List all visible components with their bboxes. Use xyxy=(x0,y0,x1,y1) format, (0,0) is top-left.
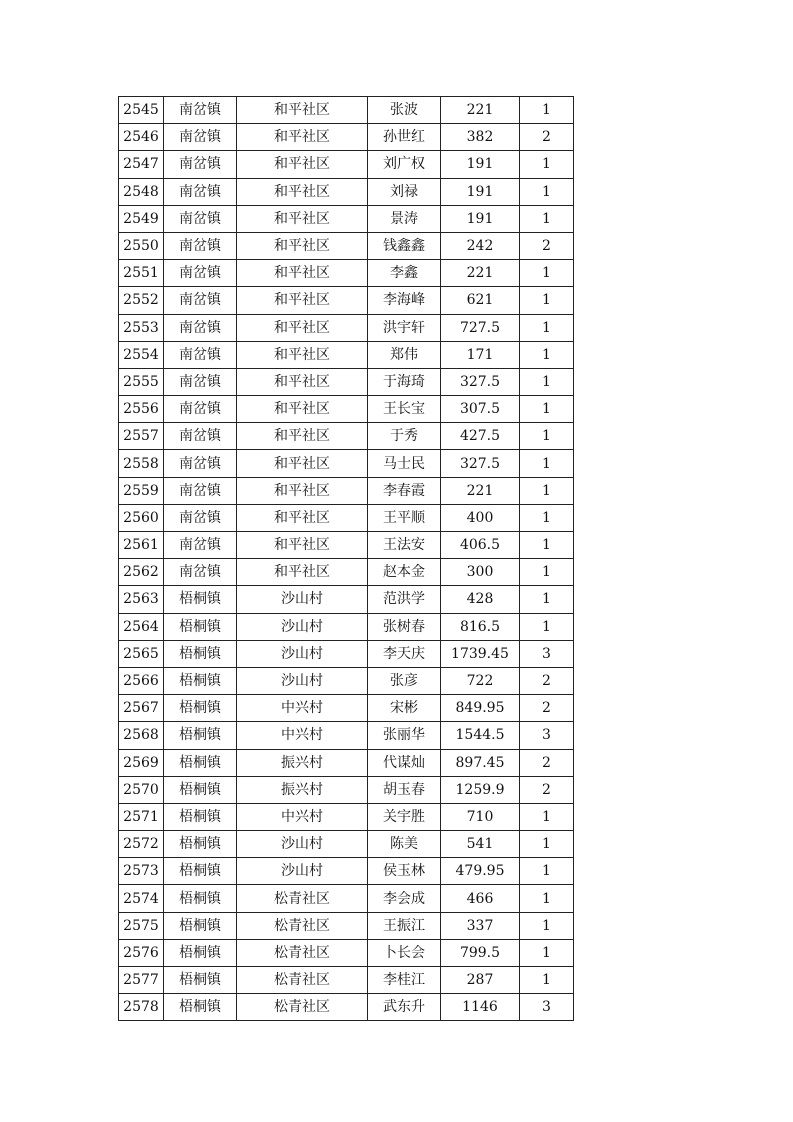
amount-cell: 221 xyxy=(441,97,520,124)
town-cell: 南岔镇 xyxy=(164,532,237,559)
name-cell: 郑伟 xyxy=(368,341,441,368)
town-cell: 梧桐镇 xyxy=(164,722,237,749)
table-row xyxy=(119,749,574,776)
count-cell: 2 xyxy=(520,749,574,776)
name-cell: 景涛 xyxy=(368,205,441,232)
town-cell: 南岔镇 xyxy=(164,450,237,477)
count-cell: 1 xyxy=(520,450,574,477)
table-row xyxy=(119,586,574,613)
data-table xyxy=(118,96,574,1021)
name-cell: 李鑫 xyxy=(368,260,441,287)
table-row xyxy=(119,423,574,450)
town-cell: 梧桐镇 xyxy=(164,858,237,885)
count-cell: 1 xyxy=(520,939,574,966)
row-number-cell: 2575 xyxy=(119,912,164,939)
amount-cell: 406.5 xyxy=(441,532,520,559)
community-cell: 和平社区 xyxy=(237,368,368,395)
town-cell: 南岔镇 xyxy=(164,341,237,368)
table-row xyxy=(119,967,574,994)
amount-cell: 466 xyxy=(441,885,520,912)
row-number-cell: 2574 xyxy=(119,885,164,912)
count-cell: 1 xyxy=(520,912,574,939)
row-number-cell: 2552 xyxy=(119,287,164,314)
town-cell: 梧桐镇 xyxy=(164,994,237,1021)
row-number-cell: 2556 xyxy=(119,396,164,423)
community-cell: 和平社区 xyxy=(237,287,368,314)
row-number-cell: 2571 xyxy=(119,803,164,830)
community-cell: 和平社区 xyxy=(237,559,368,586)
amount-cell: 191 xyxy=(441,205,520,232)
table-row xyxy=(119,260,574,287)
amount-cell: 307.5 xyxy=(441,396,520,423)
name-cell: 张丽华 xyxy=(368,722,441,749)
count-cell: 2 xyxy=(520,776,574,803)
row-number-cell: 2564 xyxy=(119,613,164,640)
row-number-cell: 2562 xyxy=(119,559,164,586)
town-cell: 南岔镇 xyxy=(164,423,237,450)
name-cell: 张彦 xyxy=(368,667,441,694)
table-row xyxy=(119,885,574,912)
town-cell: 南岔镇 xyxy=(164,97,237,124)
count-cell: 1 xyxy=(520,368,574,395)
row-number-cell: 2561 xyxy=(119,532,164,559)
town-cell: 梧桐镇 xyxy=(164,640,237,667)
community-cell: 和平社区 xyxy=(237,205,368,232)
count-cell: 1 xyxy=(520,423,574,450)
community-cell: 沙山村 xyxy=(237,667,368,694)
table-row xyxy=(119,912,574,939)
community-cell: 和平社区 xyxy=(237,314,368,341)
amount-cell: 727.5 xyxy=(441,314,520,341)
name-cell: 侯玉林 xyxy=(368,858,441,885)
count-cell: 1 xyxy=(520,396,574,423)
count-cell: 3 xyxy=(520,994,574,1021)
amount-cell: 722 xyxy=(441,667,520,694)
table-row xyxy=(119,314,574,341)
amount-cell: 171 xyxy=(441,341,520,368)
count-cell: 2 xyxy=(520,124,574,151)
town-cell: 南岔镇 xyxy=(164,287,237,314)
community-cell: 中兴村 xyxy=(237,803,368,830)
town-cell: 梧桐镇 xyxy=(164,831,237,858)
community-cell: 振兴村 xyxy=(237,749,368,776)
amount-cell: 191 xyxy=(441,151,520,178)
row-number-cell: 2565 xyxy=(119,640,164,667)
name-cell: 王法安 xyxy=(368,532,441,559)
row-number-cell: 2576 xyxy=(119,939,164,966)
row-number-cell: 2568 xyxy=(119,722,164,749)
community-cell: 振兴村 xyxy=(237,776,368,803)
row-number-cell: 2557 xyxy=(119,423,164,450)
name-cell: 张波 xyxy=(368,97,441,124)
table-row xyxy=(119,613,574,640)
name-cell: 武东升 xyxy=(368,994,441,1021)
community-cell: 和平社区 xyxy=(237,477,368,504)
name-cell: 李会成 xyxy=(368,885,441,912)
table-row xyxy=(119,803,574,830)
town-cell: 南岔镇 xyxy=(164,368,237,395)
name-cell: 于海琦 xyxy=(368,368,441,395)
row-number-cell: 2578 xyxy=(119,994,164,1021)
table-row xyxy=(119,396,574,423)
amount-cell: 382 xyxy=(441,124,520,151)
table-row xyxy=(119,722,574,749)
row-number-cell: 2550 xyxy=(119,232,164,259)
name-cell: 胡玉春 xyxy=(368,776,441,803)
table-row xyxy=(119,776,574,803)
town-cell: 南岔镇 xyxy=(164,314,237,341)
community-cell: 松青社区 xyxy=(237,912,368,939)
count-cell: 3 xyxy=(520,640,574,667)
community-cell: 沙山村 xyxy=(237,613,368,640)
amount-cell: 428 xyxy=(441,586,520,613)
table-row xyxy=(119,341,574,368)
count-cell: 1 xyxy=(520,885,574,912)
table-row xyxy=(119,477,574,504)
town-cell: 梧桐镇 xyxy=(164,776,237,803)
count-cell: 1 xyxy=(520,803,574,830)
community-cell: 和平社区 xyxy=(237,396,368,423)
town-cell: 梧桐镇 xyxy=(164,939,237,966)
community-cell: 沙山村 xyxy=(237,831,368,858)
amount-cell: 300 xyxy=(441,559,520,586)
row-number-cell: 2570 xyxy=(119,776,164,803)
table-row xyxy=(119,695,574,722)
row-number-cell: 2577 xyxy=(119,967,164,994)
table-row xyxy=(119,667,574,694)
count-cell: 1 xyxy=(520,151,574,178)
community-cell: 和平社区 xyxy=(237,423,368,450)
count-cell: 1 xyxy=(520,477,574,504)
town-cell: 梧桐镇 xyxy=(164,695,237,722)
row-number-cell: 2558 xyxy=(119,450,164,477)
amount-cell: 816.5 xyxy=(441,613,520,640)
amount-cell: 327.5 xyxy=(441,368,520,395)
name-cell: 赵本金 xyxy=(368,559,441,586)
row-number-cell: 2551 xyxy=(119,260,164,287)
amount-cell: 799.5 xyxy=(441,939,520,966)
community-cell: 中兴村 xyxy=(237,722,368,749)
table-row xyxy=(119,450,574,477)
row-number-cell: 2547 xyxy=(119,151,164,178)
table-row xyxy=(119,232,574,259)
table-row xyxy=(119,97,574,124)
count-cell: 1 xyxy=(520,831,574,858)
table-row xyxy=(119,151,574,178)
town-cell: 南岔镇 xyxy=(164,260,237,287)
count-cell: 1 xyxy=(520,559,574,586)
town-cell: 南岔镇 xyxy=(164,504,237,531)
table-row xyxy=(119,504,574,531)
count-cell: 1 xyxy=(520,341,574,368)
table-row xyxy=(119,559,574,586)
row-number-cell: 2572 xyxy=(119,831,164,858)
town-cell: 梧桐镇 xyxy=(164,613,237,640)
row-number-cell: 2567 xyxy=(119,695,164,722)
count-cell: 1 xyxy=(520,504,574,531)
count-cell: 1 xyxy=(520,314,574,341)
community-cell: 松青社区 xyxy=(237,885,368,912)
community-cell: 中兴村 xyxy=(237,695,368,722)
table-row xyxy=(119,640,574,667)
amount-cell: 710 xyxy=(441,803,520,830)
community-cell: 和平社区 xyxy=(237,532,368,559)
table-row xyxy=(119,178,574,205)
name-cell: 范洪学 xyxy=(368,586,441,613)
amount-cell: 1739.45 xyxy=(441,640,520,667)
row-number-cell: 2566 xyxy=(119,667,164,694)
count-cell: 1 xyxy=(520,287,574,314)
row-number-cell: 2563 xyxy=(119,586,164,613)
town-cell: 梧桐镇 xyxy=(164,885,237,912)
name-cell: 王平顺 xyxy=(368,504,441,531)
town-cell: 梧桐镇 xyxy=(164,967,237,994)
amount-cell: 242 xyxy=(441,232,520,259)
count-cell: 1 xyxy=(520,205,574,232)
row-number-cell: 2546 xyxy=(119,124,164,151)
table-body xyxy=(119,97,574,1021)
count-cell: 1 xyxy=(520,967,574,994)
table-row xyxy=(119,124,574,151)
community-cell: 和平社区 xyxy=(237,504,368,531)
table-row xyxy=(119,287,574,314)
amount-cell: 327.5 xyxy=(441,450,520,477)
name-cell: 钱鑫鑫 xyxy=(368,232,441,259)
row-number-cell: 2573 xyxy=(119,858,164,885)
community-cell: 和平社区 xyxy=(237,341,368,368)
amount-cell: 221 xyxy=(441,260,520,287)
community-cell: 沙山村 xyxy=(237,640,368,667)
community-cell: 松青社区 xyxy=(237,939,368,966)
count-cell: 1 xyxy=(520,532,574,559)
row-number-cell: 2554 xyxy=(119,341,164,368)
amount-cell: 1544.5 xyxy=(441,722,520,749)
table-row xyxy=(119,939,574,966)
amount-cell: 897.45 xyxy=(441,749,520,776)
town-cell: 南岔镇 xyxy=(164,396,237,423)
table-row xyxy=(119,994,574,1021)
amount-cell: 191 xyxy=(441,178,520,205)
name-cell: 李海峰 xyxy=(368,287,441,314)
town-cell: 南岔镇 xyxy=(164,232,237,259)
amount-cell: 541 xyxy=(441,831,520,858)
row-number-cell: 2549 xyxy=(119,205,164,232)
name-cell: 孙世红 xyxy=(368,124,441,151)
name-cell: 代谋灿 xyxy=(368,749,441,776)
name-cell: 刘禄 xyxy=(368,178,441,205)
town-cell: 南岔镇 xyxy=(164,151,237,178)
count-cell: 1 xyxy=(520,97,574,124)
name-cell: 宋彬 xyxy=(368,695,441,722)
name-cell: 陈美 xyxy=(368,831,441,858)
row-number-cell: 2553 xyxy=(119,314,164,341)
name-cell: 李桂江 xyxy=(368,967,441,994)
amount-cell: 337 xyxy=(441,912,520,939)
table-row xyxy=(119,205,574,232)
community-cell: 松青社区 xyxy=(237,967,368,994)
count-cell: 2 xyxy=(520,232,574,259)
town-cell: 南岔镇 xyxy=(164,559,237,586)
community-cell: 和平社区 xyxy=(237,124,368,151)
name-cell: 卜长会 xyxy=(368,939,441,966)
amount-cell: 479.95 xyxy=(441,858,520,885)
count-cell: 1 xyxy=(520,586,574,613)
amount-cell: 1259.9 xyxy=(441,776,520,803)
town-cell: 梧桐镇 xyxy=(164,749,237,776)
community-cell: 和平社区 xyxy=(237,450,368,477)
row-number-cell: 2569 xyxy=(119,749,164,776)
name-cell: 李天庆 xyxy=(368,640,441,667)
name-cell: 王长宝 xyxy=(368,396,441,423)
community-cell: 和平社区 xyxy=(237,260,368,287)
count-cell: 1 xyxy=(520,260,574,287)
count-cell: 1 xyxy=(520,178,574,205)
row-number-cell: 2559 xyxy=(119,477,164,504)
count-cell: 2 xyxy=(520,695,574,722)
table-row xyxy=(119,532,574,559)
count-cell: 1 xyxy=(520,858,574,885)
town-cell: 南岔镇 xyxy=(164,124,237,151)
name-cell: 王振江 xyxy=(368,912,441,939)
name-cell: 张树春 xyxy=(368,613,441,640)
community-cell: 沙山村 xyxy=(237,858,368,885)
community-cell: 松青社区 xyxy=(237,994,368,1021)
row-number-cell: 2545 xyxy=(119,97,164,124)
count-cell: 3 xyxy=(520,722,574,749)
count-cell: 2 xyxy=(520,667,574,694)
table-row xyxy=(119,368,574,395)
row-number-cell: 2548 xyxy=(119,178,164,205)
community-cell: 和平社区 xyxy=(237,178,368,205)
amount-cell: 621 xyxy=(441,287,520,314)
community-cell: 和平社区 xyxy=(237,232,368,259)
table-row xyxy=(119,831,574,858)
table-row xyxy=(119,858,574,885)
amount-cell: 287 xyxy=(441,967,520,994)
community-cell: 沙山村 xyxy=(237,586,368,613)
town-cell: 梧桐镇 xyxy=(164,912,237,939)
town-cell: 梧桐镇 xyxy=(164,586,237,613)
town-cell: 梧桐镇 xyxy=(164,803,237,830)
name-cell: 洪宇轩 xyxy=(368,314,441,341)
name-cell: 李春霞 xyxy=(368,477,441,504)
amount-cell: 1146 xyxy=(441,994,520,1021)
town-cell: 南岔镇 xyxy=(164,477,237,504)
count-cell: 1 xyxy=(520,613,574,640)
town-cell: 南岔镇 xyxy=(164,205,237,232)
community-cell: 和平社区 xyxy=(237,151,368,178)
row-number-cell: 2555 xyxy=(119,368,164,395)
amount-cell: 427.5 xyxy=(441,423,520,450)
amount-cell: 849.95 xyxy=(441,695,520,722)
name-cell: 关宇胜 xyxy=(368,803,441,830)
community-cell: 和平社区 xyxy=(237,97,368,124)
name-cell: 于秀 xyxy=(368,423,441,450)
name-cell: 刘广权 xyxy=(368,151,441,178)
name-cell: 马士民 xyxy=(368,450,441,477)
town-cell: 南岔镇 xyxy=(164,178,237,205)
town-cell: 梧桐镇 xyxy=(164,667,237,694)
amount-cell: 400 xyxy=(441,504,520,531)
amount-cell: 221 xyxy=(441,477,520,504)
row-number-cell: 2560 xyxy=(119,504,164,531)
